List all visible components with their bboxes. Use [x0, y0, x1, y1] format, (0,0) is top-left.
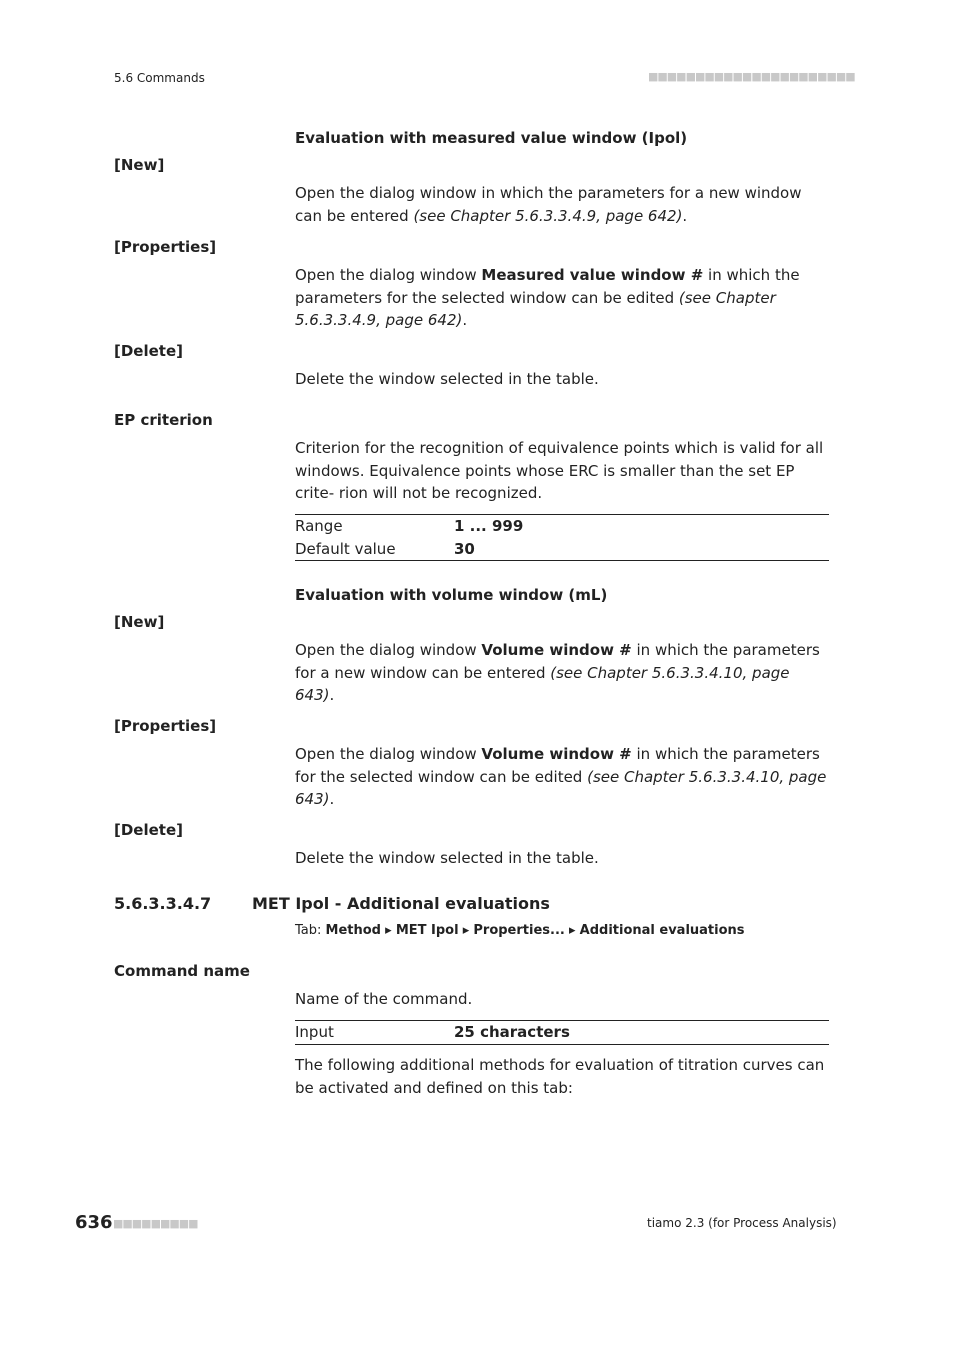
running-header: 5.6 Commands — [114, 71, 205, 85]
tab-path-item: Method — [325, 923, 381, 938]
ipol-properties-description: Open the dialog window Measured value window # in which the parameters for the selected window can be edited (see Chapter 5.6.3.3.4.9, page 642). — [295, 266, 800, 329]
arrow-icon: ▸ — [568, 923, 576, 938]
default-value: 30 — [454, 539, 475, 558]
arrow-icon: ▸ — [462, 923, 470, 938]
command-name-description: Name of the command. — [295, 990, 473, 1008]
range-value: 1 ... 999 — [454, 517, 524, 535]
input-key: Input — [295, 1023, 334, 1041]
table-row — [295, 538, 829, 561]
ipol-heading: Evaluation with measured value window (Ipol) — [295, 129, 688, 147]
header-dots: ■■■■■■■■■■■■■■■■■■■■■■ — [648, 70, 855, 83]
vol-new-reference[interactable]: (see Chapter 5.6.3.3.4.10, page 643) — [295, 663, 790, 704]
command-name-table — [295, 1020, 829, 1045]
additional-methods-text: The following additional methods for evaluation of titration curves can be activated and defined on this tab: — [295, 1056, 825, 1097]
arrow-icon: ▸ — [385, 923, 392, 938]
table-row — [295, 515, 829, 538]
vol-properties-reference[interactable]: (see Chapter 5.6.3.3.4.10, page 643) — [295, 767, 827, 808]
default-key: Default value — [295, 539, 396, 558]
ep-criterion-table — [295, 514, 829, 561]
footer-dots: ■■■■■■■■■ — [113, 1217, 198, 1230]
ep-criterion-description: Criterion for the recognition of equivalence points which is valid for all windows. Equivalence points whose ERC is smaller than the set EP crite- rion will not be recognized. — [295, 439, 824, 502]
vol-delete-label: [Delete] — [114, 821, 183, 839]
ipol-delete-description: Delete the window selected in the table. — [295, 370, 599, 388]
vol-properties-label: [Properties] — [114, 717, 217, 735]
vol-new-label: [New] — [114, 613, 165, 631]
vol-delete-description: Delete the window selected in the table. — [295, 849, 599, 867]
tab-path-item: Properties... — [473, 923, 565, 938]
tab-path-item: Additional evaluations — [579, 923, 745, 938]
tab-path-item: MET Ipol — [395, 923, 459, 938]
vol-properties-description: Open the dialog window Volume window # in which the parameters for the selected window can be edited (see Chapter 5.6.3.3.4.10, page 643). — [295, 745, 827, 808]
ep-criterion-label: EP criterion — [114, 411, 213, 429]
ipol-new-description: Open the dialog window in which the parameters for a new window can be entered (see Chapter 5.6.3.3.4.9, page 642). — [295, 184, 802, 225]
command-name-label: Command name — [114, 962, 250, 980]
range-key: Range — [295, 517, 343, 535]
product-name: tiamo 2.3 (for Process Analysis) — [647, 1216, 837, 1230]
page-number: 636 — [75, 1212, 113, 1233]
ipol-new-reference[interactable]: (see Chapter 5.6.3.3.4.9, page 642) — [413, 206, 683, 225]
vol-new-description: Open the dialog window Volume window # in which the parameters for a new window can be entered (see Chapter 5.6.3.3.4.10, page 643). — [295, 641, 820, 704]
section-title: MET Ipol - Additional evaluations — [252, 894, 550, 913]
table-row — [295, 1021, 829, 1044]
vol-heading: Evaluation with volume window (mL) — [295, 586, 608, 604]
section-number: 5.6.3.3.4.7 — [114, 894, 212, 913]
ipol-properties-label: [Properties] — [114, 238, 217, 256]
input-value: 25 characters — [454, 1023, 570, 1041]
section-heading — [114, 894, 550, 913]
ipol-delete-label: [Delete] — [114, 342, 183, 360]
ipol-properties-reference[interactable]: (see Chapter 5.6.3.3.4.9, page 642) — [295, 288, 776, 329]
ipol-new-label: [New] — [114, 156, 165, 174]
tab-path: Tab: Method ▸ MET Ipol ▸ Properties... ▸ Additional evaluations — [295, 923, 745, 938]
